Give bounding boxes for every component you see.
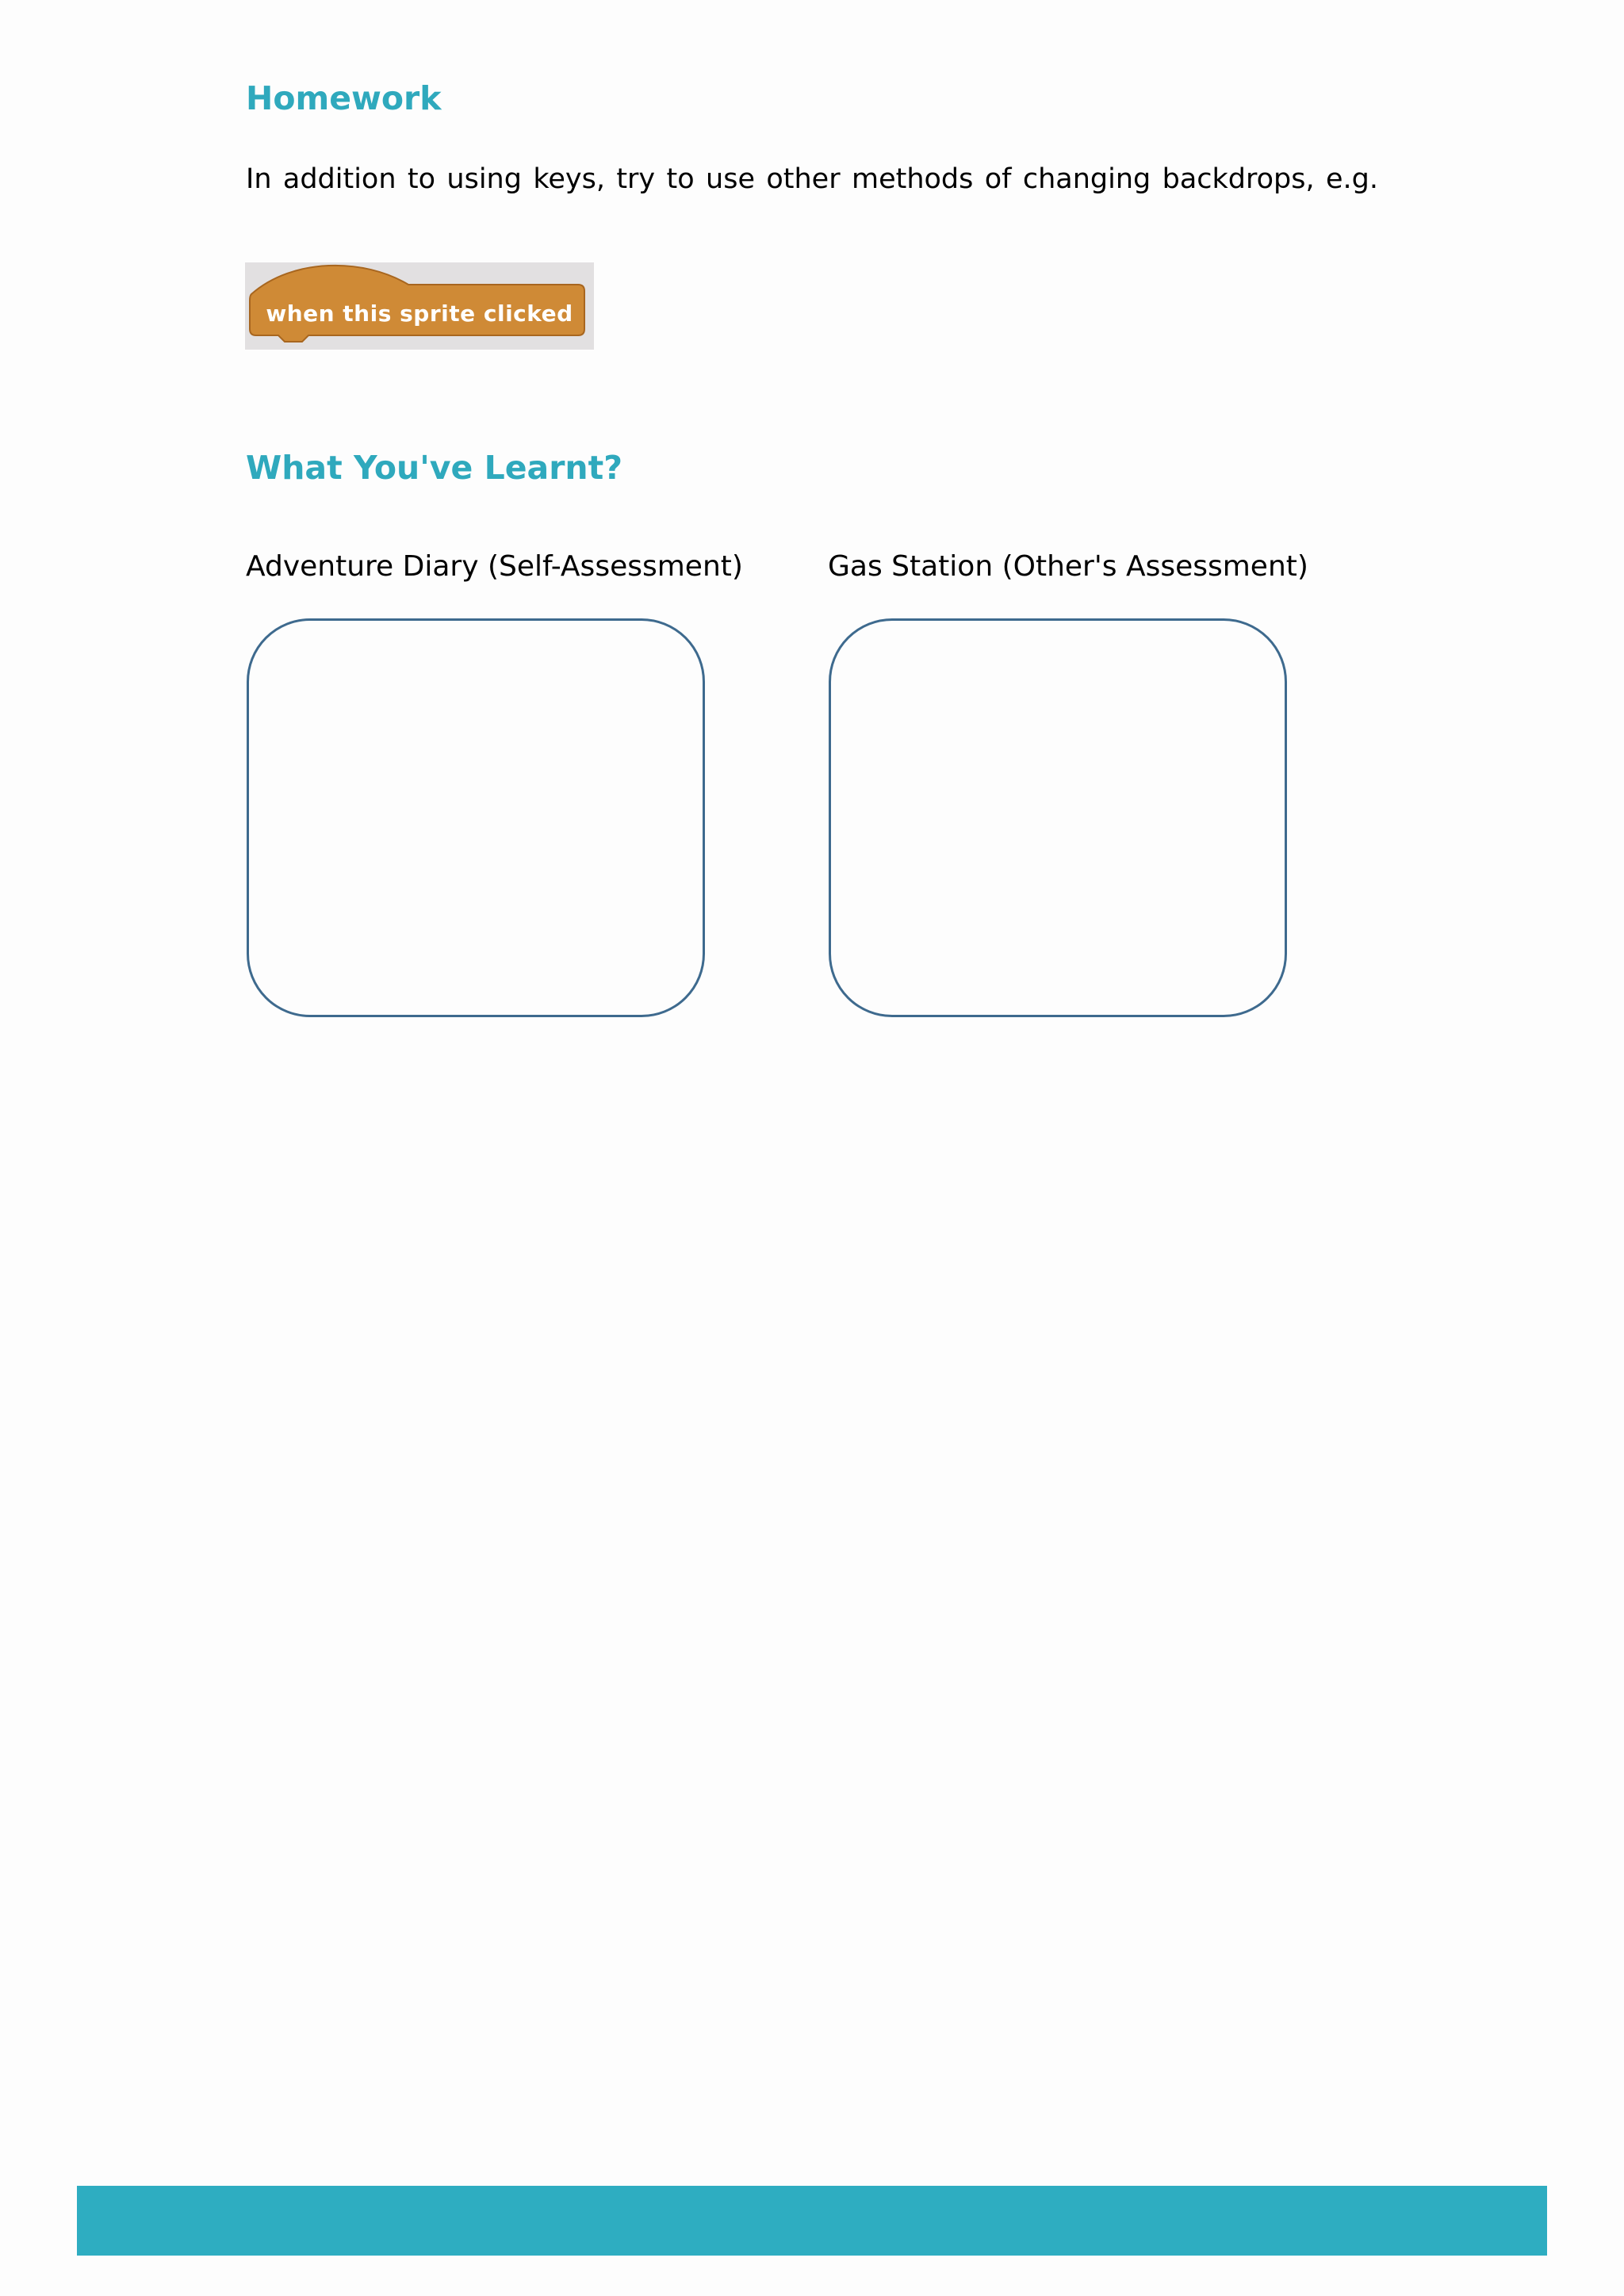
what-youve-learnt-heading: What You've Learnt? (246, 449, 622, 487)
other-assessment-label: Gas Station (Other's Assessment) (828, 550, 1308, 583)
scratch-hat-block-image (245, 262, 594, 350)
other-assessment-box (829, 618, 1287, 1017)
hat-block-label: when this sprite clicked (266, 300, 573, 327)
homework-heading: Homework (246, 79, 442, 117)
footer-bar (77, 2186, 1547, 2256)
homework-instructions: In addition to using keys, try to use other methods of changing backdrops, e.g. (246, 163, 1378, 195)
self-assessment-label: Adventure Diary (Self-Assessment) (246, 550, 743, 583)
self-assessment-box (247, 618, 705, 1017)
